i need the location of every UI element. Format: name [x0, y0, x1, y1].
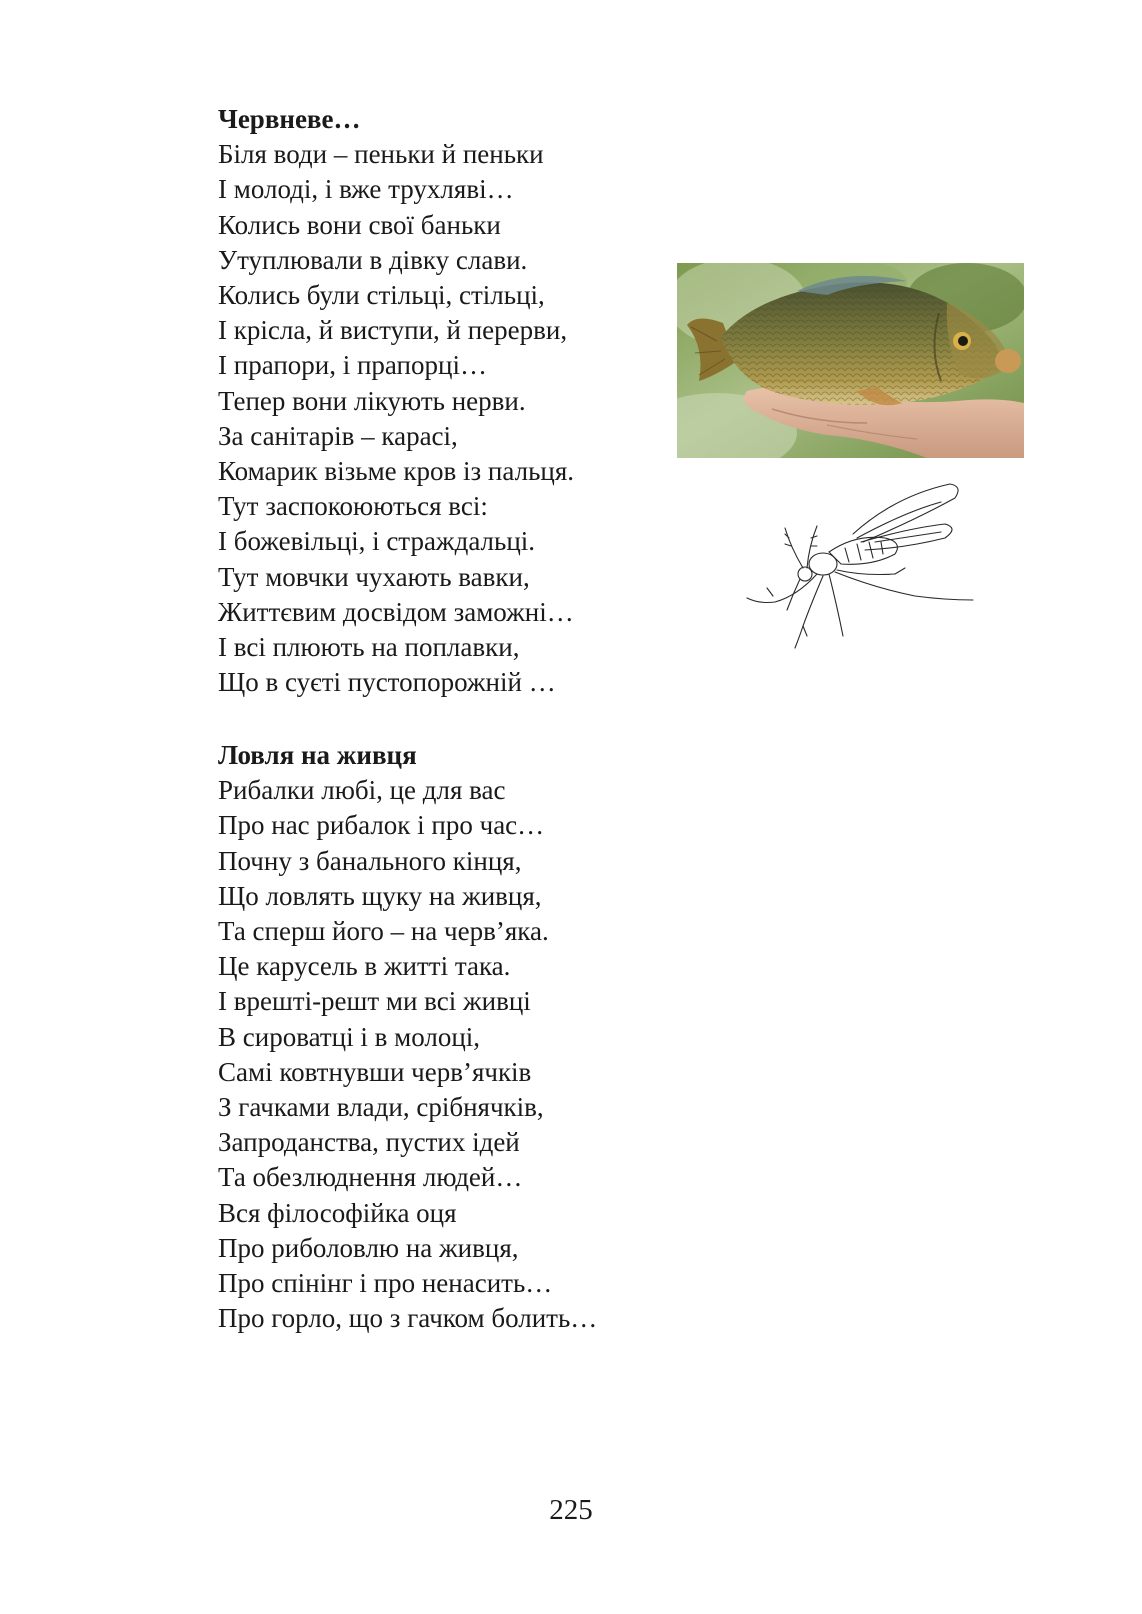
poem-line: Колись були стільці, стільці, — [218, 280, 545, 311]
poem-line: Про спінінг і про ненасить… — [218, 1268, 553, 1299]
poem-line: Біля води – пеньки й пеньки — [218, 139, 544, 170]
fish-in-hand-photo — [677, 263, 1024, 458]
poem-line: Рибалки любі, це для вас — [218, 775, 506, 806]
poem-line: В сироватці і в молоці, — [218, 1021, 481, 1052]
poem-line: З гачками влади, срібнячків, — [218, 1092, 544, 1123]
poem-line: Тепер вони лікують нерви. — [218, 385, 526, 416]
poem-lovlia-na-zhyvtsia — [218, 738, 678, 1336]
poem-line: Тут заспокоюються всі: — [218, 491, 488, 522]
poem-line: Колись вони свої баньки — [218, 209, 501, 240]
poem-line: І всі плюють на поплавки, — [218, 632, 520, 663]
poem-line: Та обезлюднення людей… — [218, 1162, 523, 1193]
poem-line: І врешті-решт ми всі живці — [218, 986, 531, 1017]
poem-chervneve — [218, 102, 678, 700]
poem-line: Вся філософійка оця — [218, 1197, 457, 1228]
poem-line: Тут мовчки чухають вавки, — [218, 561, 530, 592]
poem-line: Самі ковтнувши черв’ячків — [218, 1056, 532, 1087]
poem-title: Червневе… — [218, 104, 361, 134]
poem-line: Що ловлять щуку на живця, — [218, 880, 542, 911]
poem-line: Про нас рибалок і про час… — [218, 810, 545, 841]
poem-line: І крісла, й виступи, й перерви, — [218, 315, 568, 346]
poem-line: І молоді, і вже трухляві… — [218, 174, 514, 205]
poem-line: І прапори, і прапорці… — [218, 350, 487, 381]
poem-line: Про горло, що з гачком болить… — [218, 1303, 598, 1334]
poem-line: Утуплювали в дівку слави. — [218, 244, 528, 275]
poem-line: Це карусель в житті така. — [218, 951, 511, 982]
poem-line: І божевільці, і страждальці. — [218, 526, 536, 557]
poem-line: Комарик візьме кров із пальця. — [218, 456, 575, 487]
poem-line: Та сперш його – на черв’яка. — [218, 916, 549, 947]
poem-line: За санітарів – карасі, — [218, 420, 458, 451]
page-number: 225 — [549, 1494, 593, 1526]
poem-line: Про риболовлю на живця, — [218, 1232, 519, 1263]
poem-title: Ловля на живця — [218, 740, 417, 770]
poem-line: Що в суєті пустопорожній … — [218, 667, 556, 698]
poem-line: Запроданства, пустих ідей — [218, 1127, 520, 1158]
mosquito-illustration — [745, 476, 980, 651]
poem-line: Життєвим досвідом заможні… — [218, 596, 574, 627]
poem-line: Почну з банального кінця, — [218, 845, 522, 876]
